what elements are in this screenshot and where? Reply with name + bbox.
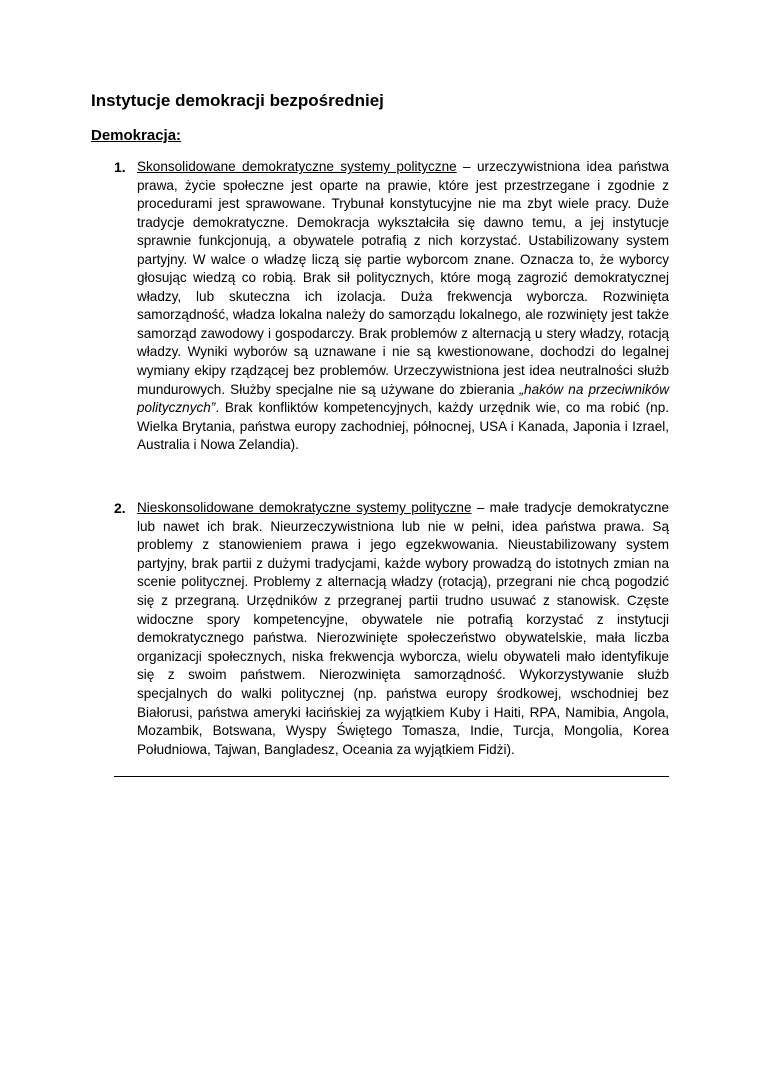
list-item-term: Nieskonsolidowane demokratyczne systemy polityczne — [137, 500, 472, 515]
italic-quotation: „haków na przeciwników politycznych” — [137, 381, 670, 416]
list-item-description-continued: . Brak konfliktów kompetencyjnych, każdy urzędnik wie, co ma robić (np. Wielka Brytania, państwa europy zachodniej, północnej, USA i Kanada, Japonia i Izrael, Australia i Nowa Zelandia). — [137, 400, 669, 453]
list-item-description: – małe tradycje demokratyczne lub nawet ich brak. Nieurzeczywistniona lub nie w pełni, idea państwa prawa. Są problemy z stanowieniem prawa i jego egzekwowania. Nieustabilizowany system partyjny, brak partii z dużymi tradycjami, każde wybory prowadzą do istotnych zmian na scenie politycznej. Problemy z alternacją władzy (rotacją), przegrani nie chcą pogodzić się z przegraną. Urzędników z przegranej partii trudno usuwać z stanowisk. Częste widoczne spory kompetencyjne, obywatele nie potrafią korzystać z instytucji demokratycznego państwa. Nierozwinięte społeczeństwo obywatelskie, mała liczba organizacji społecznych, niska frekwencja wyborcza, wielu obywateli mało identyfikuje się z swoim państwem. Nierozwinięta samorządność. Wykorzystywanie służb specjalnych do walki politycznej (np. państwa europy środkowej, wschodniej bez Białorusi, państwa ameryki łacińskiej za wyjątkiem Kuby i Haiti, RPA, Namibia, Angola, Mozambik, Botswana, Wyspy Świętego Tomasza, Indie, Turcja, Mongolia, Korea Południowa, Tajwan, Bangladesz, Oceania za wyjątkiem Fidżi). — [137, 500, 669, 757]
list-item — [114, 499, 669, 759]
list-item-text — [137, 499, 669, 759]
section-heading: Demokracja: — [91, 127, 182, 144]
list-item-text — [137, 158, 669, 455]
bottom-divider — [114, 776, 669, 777]
list-item-number: 1. — [114, 159, 126, 175]
list-item-number: 2. — [114, 500, 126, 516]
list-item-term: Skonsolidowane demokratyczne systemy polityczne — [137, 159, 457, 174]
list-item-description: – urzeczywistniona idea państwa prawa, życie społeczne jest oparte na prawie, które jest przestrzegane i zgodnie z procedurami jest sprawowane. Trybunał konstytucyjne nie ma zbyt wiele pracy. Duże tradycje demokratyczne. Demokracja wykształciła się dawno temu, a jej instytucje sprawnie funkcjonują, a obywatele potrafią z nich korzystać. Ustabilizowany system partyjny. W walce o władzę liczą się partie wyborcom znane. Oznacza to, że wyborcy głosując wiedzą co robią. Brak sił politycznych, które mogą zagrozić demokratycznej władzy, lub skuteczna ich izolacja. Duża frekwencja wyborcza. Rozwinięta samorządność, władza lokalna należy do samorządu lokalnego, ale rozwinięty jest także samorząd zawodowy i gospodarczy. Brak problemów z alternacją u stery władzy, rotacją władzy. Wyniki wyborów są uznawane i nie są kwestionowane, dochodzi do legalnej wymiany ekipy rządzącej bez problemów. Urzeczywistniona jest idea neutralności służb mundurowych. Służby specjalne nie są używane do zbierania — [137, 159, 669, 397]
document-title: Instytucje demokracji bezpośredniej — [91, 91, 384, 110]
list-item — [114, 158, 669, 455]
